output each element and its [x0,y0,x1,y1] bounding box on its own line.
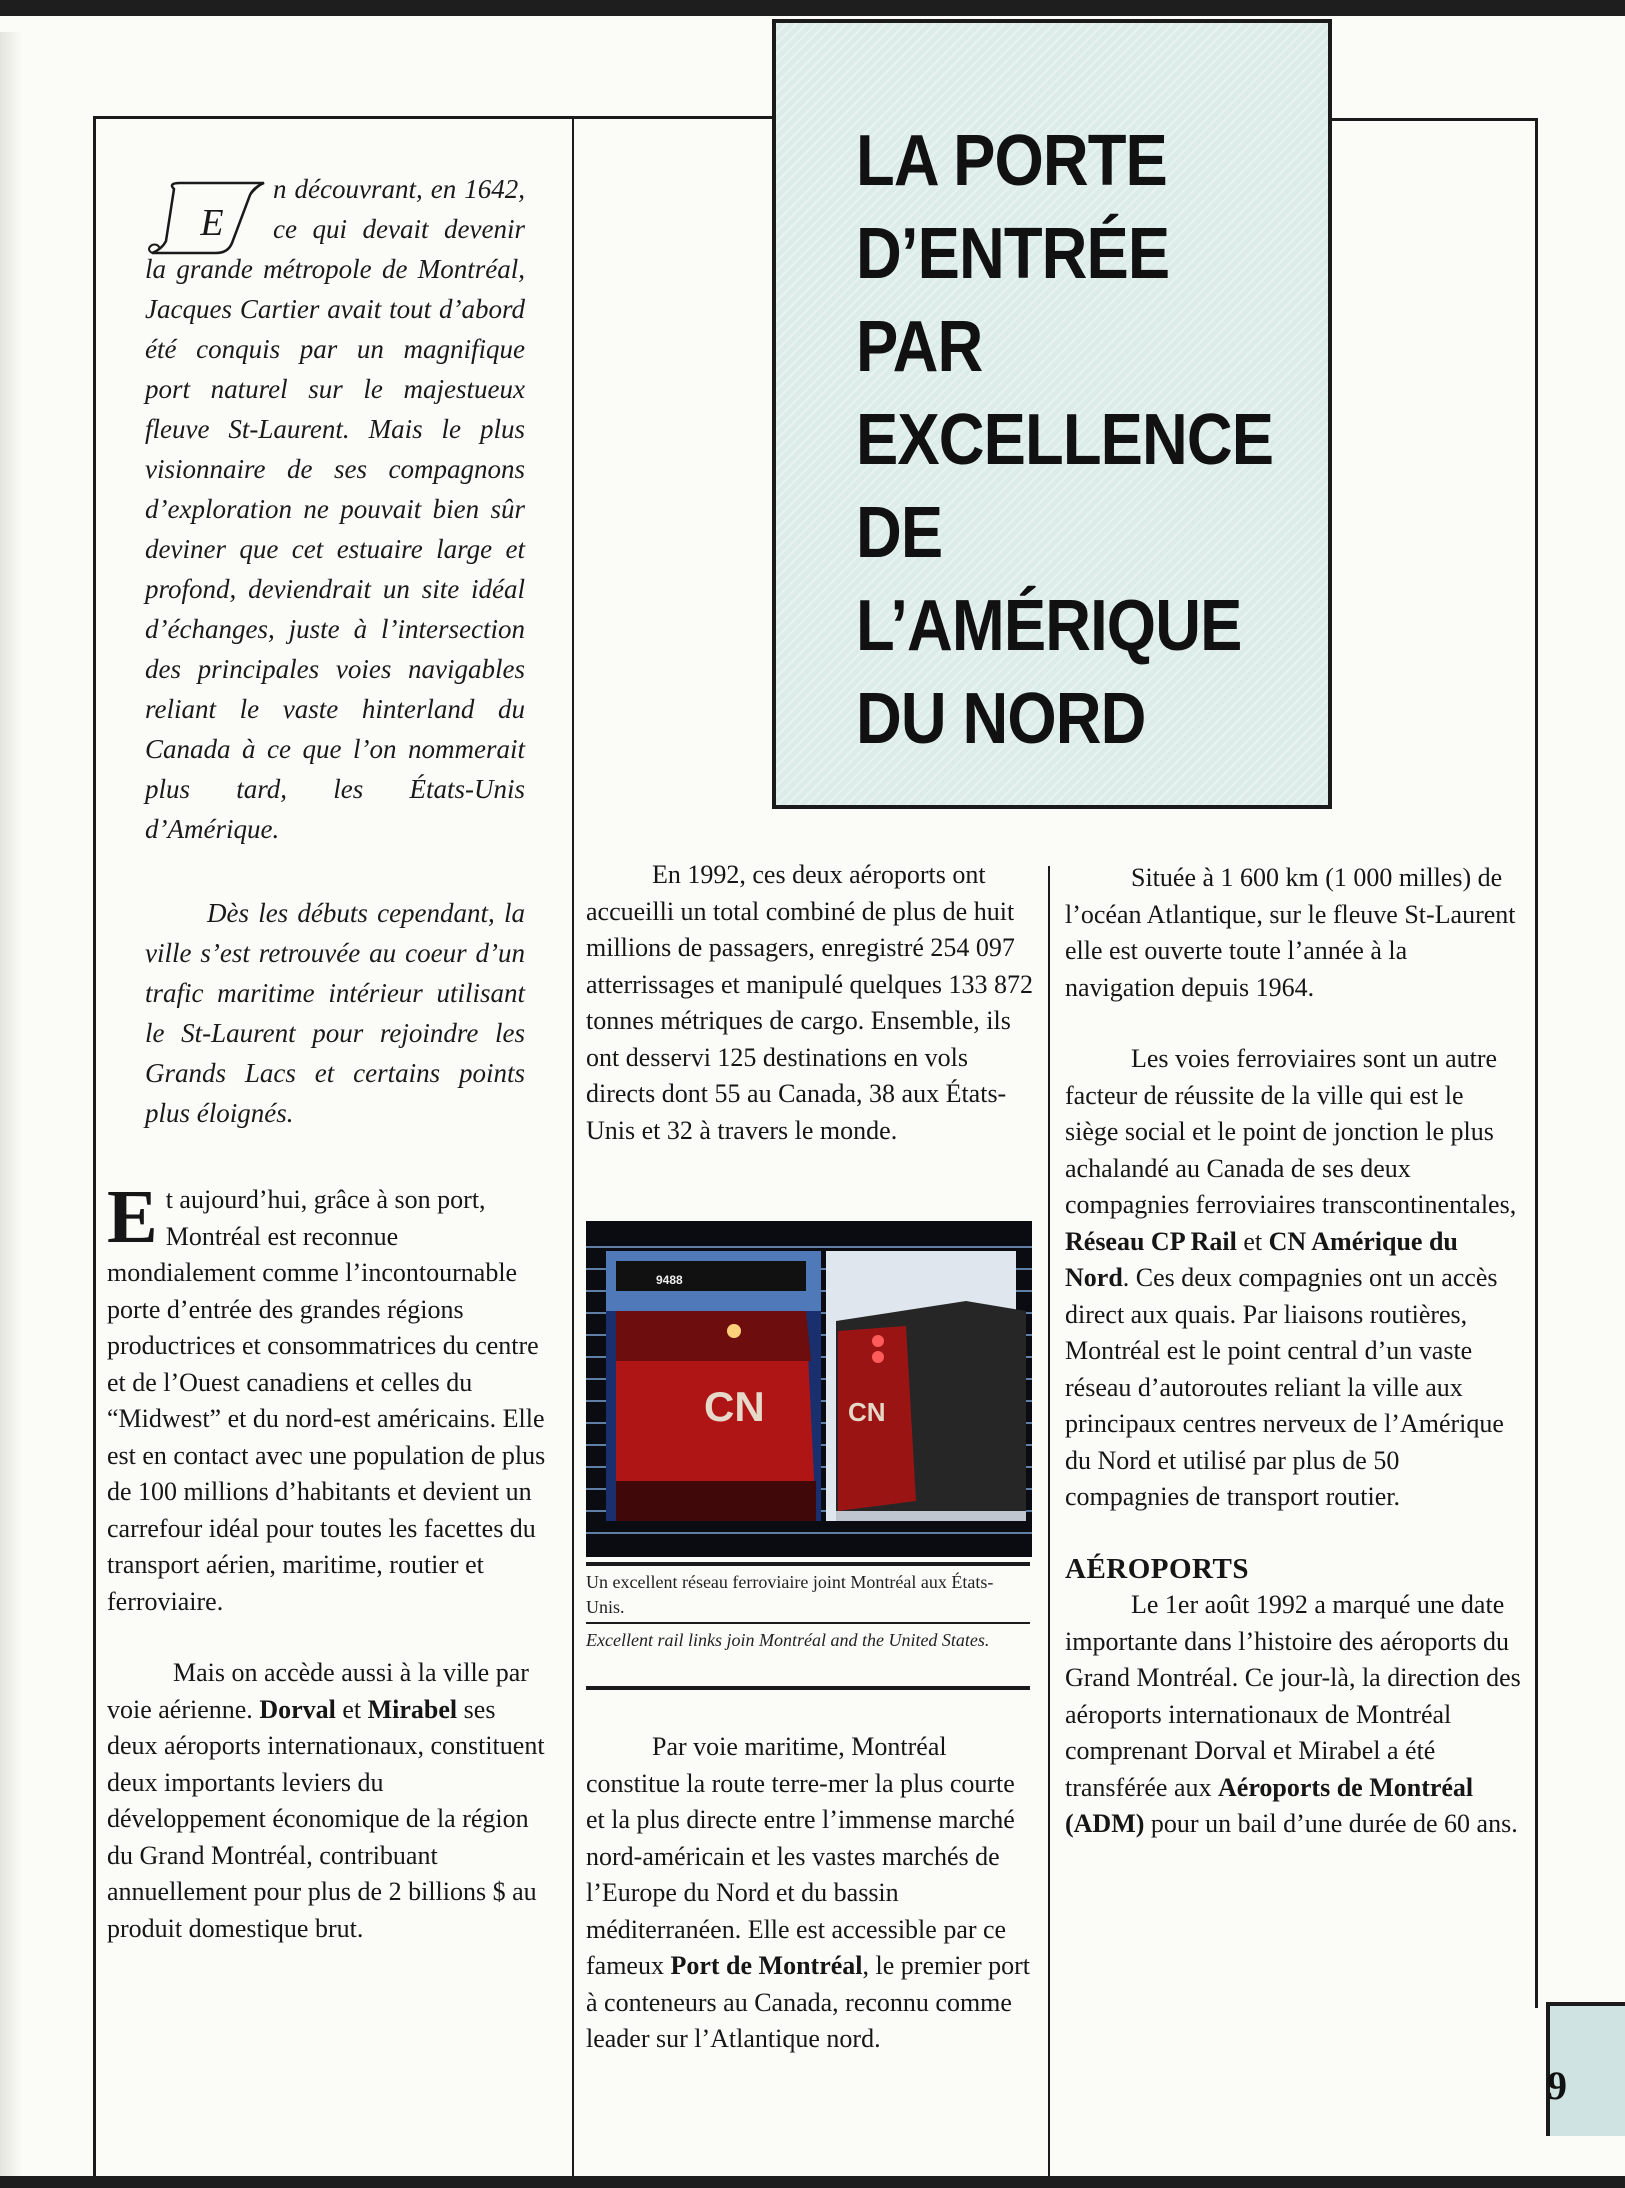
intro-paragraph-1-text: n découvrant, en 1642, ce qui devait devenir la grande métropole de Montréal, Jacques Cartier avait tout d’abord été conquis par un magnifique port naturel sur le majestueux fleuve St-Laurent. Mais le plus visionnaire de ses compagnons d’exploration ne pouvait bien sûr deviner que cet estuaire large et profond, deviendrait un site idéal d’échanges, juste à l’intersection des principales voies navigables reliant le vaste hinterland du Canada à ce que l’on nommerait plus tard, les États-Unis d’Amérique. [145,174,525,844]
col3-p3-text-c: pour un bail d’une durée de 60 ans. [1144,1809,1518,1838]
cp-rail-bold: Réseau CP Rail [1065,1226,1237,1256]
col2-p2-text-c: , le premier port à conteneurs au Canada, reconnu comme leader sur l’Atlantique nord. [586,1951,1031,2053]
col3-paragraph-2 [1065,1041,1523,1516]
title-line: LA PORTE [856,121,1167,201]
column-divider-2 [1048,866,1050,2176]
page-number: 9 [1547,2063,1567,2108]
col2-p2-text-a: Par voie maritime, Montréal constitue la route terre-mer la plus courte et la plus directe entre l’immense marché nord-américain et les vastes marchés de l’Europe du Nord et du bassin méditerranéen. Elle est accessible par ce fameux [586,1732,1015,1980]
col3-p2-text-c: . Ces deux compagnies ont un accès direct aux quais. Par liaisons routières, Montréal est le point central d’un vaste réseau d’autoroutes reliant la ville aux principaux centres nerveux de l’Amérique du Nord et utilisé par plus de 50 compagnies de transport routier. [1065,1263,1504,1511]
intro-paragraph-2: Dès les débuts cependant, la ville s’est retrouvée au coeur d’un trafic maritime intérieur utilisant le St-Laurent pour rejoindre les Grands Lacs et certains points plus éloignés. [145,898,525,1128]
intro-text [145,169,525,1133]
scan-shadow [0,32,22,2176]
cn-logo-right: CN [848,1397,886,1427]
page-title [856,115,1274,766]
col3-p2-text-b: et [1236,1226,1269,1256]
train-photo-illustration [586,1221,1032,1557]
photo-caption-french: Un excellent réseau ferroviaire joint Montréal aux États-Unis. [586,1572,994,1617]
mirabel-bold: Mirabel [367,1694,458,1724]
col2-paragraph-2 [586,1729,1034,2058]
frame-right [1535,118,1538,2008]
frame-top-left [93,116,775,119]
col3-p2-text-a: Les voies ferroviaires sont un autre facteur de réussite de la ville qui est le siège social et le point de jonction le plus achalandé au Canada de ses deux compagnies ferroviaires transcontinentales, [1065,1044,1517,1219]
right-locomotive [826,1251,1026,1521]
column-2-lower [586,1729,1034,2058]
column-2 [586,857,1034,1149]
title-line: DE [856,493,943,573]
magazine-page [0,16,1625,2176]
loco-number: 9488 [656,1273,683,1287]
title-line: EXCELLENCE [856,400,1274,480]
col1-p2-text-a: Mais on accède aussi à la ville par voie aérienne. [107,1658,529,1724]
title-box [772,19,1332,809]
title-line: DU NORD [856,679,1146,759]
col3-paragraph-1: Située à 1 600 km (1 000 milles) de l’océan Atlantique, sur le fleuve St-Laurent elle est ouverte toute l’année à la navigation depuis 1964. [1065,863,1516,1002]
frame-left [93,116,96,2176]
dropcap-letter: E [200,202,224,244]
train-photo [586,1221,1032,1557]
intro-paragraph-1 [145,169,525,849]
col1-p2-text-c: ses deux aéroports internationaux, constituent deux importants leviers du développement économique de la région du Grand Montréal, contribuant annuellement pour plus de 2 billions $ au produit domestique brut. [107,1694,545,1943]
title-line: L’AMÉRIQUE [856,586,1242,666]
photo-caption-english: Excellent rail links join Montréal and the United States. [586,1630,990,1650]
column-divider-1 [572,116,574,2176]
caption-rule-bottom [586,1686,1030,1690]
col1-p2-text-b: et [335,1694,368,1724]
adm-bold: Aéroports de Montréal (ADM) [1065,1772,1474,1838]
column-3 [1065,860,1523,1843]
cn-amerique-bold: CN Amérique du Nord [1065,1226,1458,1292]
col1-paragraph-1 [107,1175,547,1620]
caption-rule-middle [586,1622,1030,1624]
section-heading-aeroports: AÉROPORTS [1065,1552,1249,1585]
col3-p3-text-a: Le 1er août 1992 a marqué une date importante dans l’histoire des aéroports du Grand Montréal. Ce jour-là, la direction des aéroports internationaux de Montréal comprenant Dorval et Mirabel a été transférée aux [1065,1590,1521,1802]
frame-top-right [1330,118,1538,121]
dorval-bold: Dorval [259,1694,336,1724]
col3-paragraph-3 [1065,1587,1523,1843]
cn-logo-left: CN [704,1383,765,1430]
title-line: D’ENTRÉE [856,214,1170,294]
col1-dropcap: E [107,1175,158,1259]
port-de-montreal-bold: Port de Montréal [670,1951,863,1980]
left-locomotive [606,1251,821,1521]
col1-paragraph-2 [107,1655,547,1947]
caption-rule-top [586,1562,1030,1566]
title-line: PAR [856,307,983,387]
col2-paragraph-1: En 1992, ces deux aéroports ont accueilli un total combiné de plus de huit millions de passagers, enregistré 254 097 atterrissages et manipulé quelques 133 872 tonnes métriques de cargo. Ensemble, ils ont desservi 125 destinations en vols directs dont 55 au Canada, 38 aux États-Unis et 32 à travers le monde. [586,860,1033,1145]
col1-paragraph-1-text: t aujourd’hui, grâce à son port, Montréal est reconnue mondialement comme l’incontournable porte d’entrée des grandes régions productrices et consommatrices du centre et de l’Ouest canadiens et celles du “Midwest” et du nord-est américains. Elle est en contact avec une population de plus de 100 millions d’habitants et devient un carrefour idéal pour toutes les facettes du transport aérien, maritime, routier et ferroviaire. [107,1185,546,1616]
column-1 [107,1175,547,1947]
